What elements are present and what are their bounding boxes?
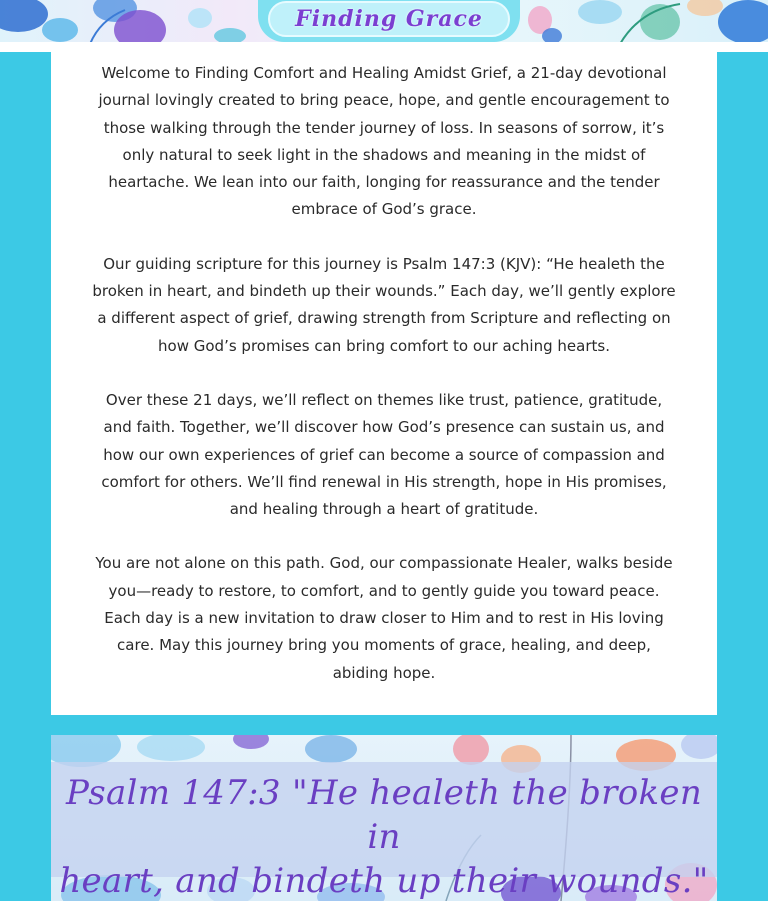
intro-paragraph-1: Welcome to Finding Comfort and Healing Amidst Grief, a 21-day devotional journal lovingly created to bring peace, hope, and gentle encouragement to those walking through the tender journey of loss. In seasons of sorrow, it’s only natural to seek light in the shadows and meaning in the midst of heartache. We lean into our faith, longing for reassurance and the tender embrace of God’s grace. [98,64,670,219]
title-badge [258,0,520,42]
intro-card [51,50,717,715]
intro-text-block [91,60,677,714]
scripture-quote-line-1: Psalm 147:3 "He healeth the broken in [65,773,703,857]
page-title: Finding Grace [295,6,483,32]
scripture-quote [51,771,717,901]
scripture-banner [51,735,717,901]
intro-paragraph-3: Over these 21 days, we’ll reflect on themes like trust, patience, gratitude, and faith. Together, we’ll discover how God’s presence can sustain us, and how our own experiences of grief can become a source of compassion and comfort for others. We’ll find renewal in His strength, hope in His promises, and healing through a heart of gratitude. [101,390,667,519]
scripture-quote-line-2: heart, and bindeth up their wounds." [59,861,709,901]
title-badge-inner [268,1,510,37]
intro-paragraph-4: You are not alone on this path. God, our compassionate Healer, walks beside you—ready to restore, to comfort, and to gently guide you toward peace. Each day is a new invitation to draw closer to Him and to rest in His loving care. May this journey bring you moments of grace, healing, and deep, abiding hope. [95,554,673,682]
intro-paragraph-2: Our guiding scripture for this journey is Psalm 147:3 (KJV): “He healeth the broken in heart, and bindeth up their wounds.” Each day, we’ll gently explore a different aspect of grief, drawing strength from Scripture and reflecting on how God’s promises can bring comfort to our aching hearts. [92,254,676,355]
top-floral-banner [0,0,768,44]
